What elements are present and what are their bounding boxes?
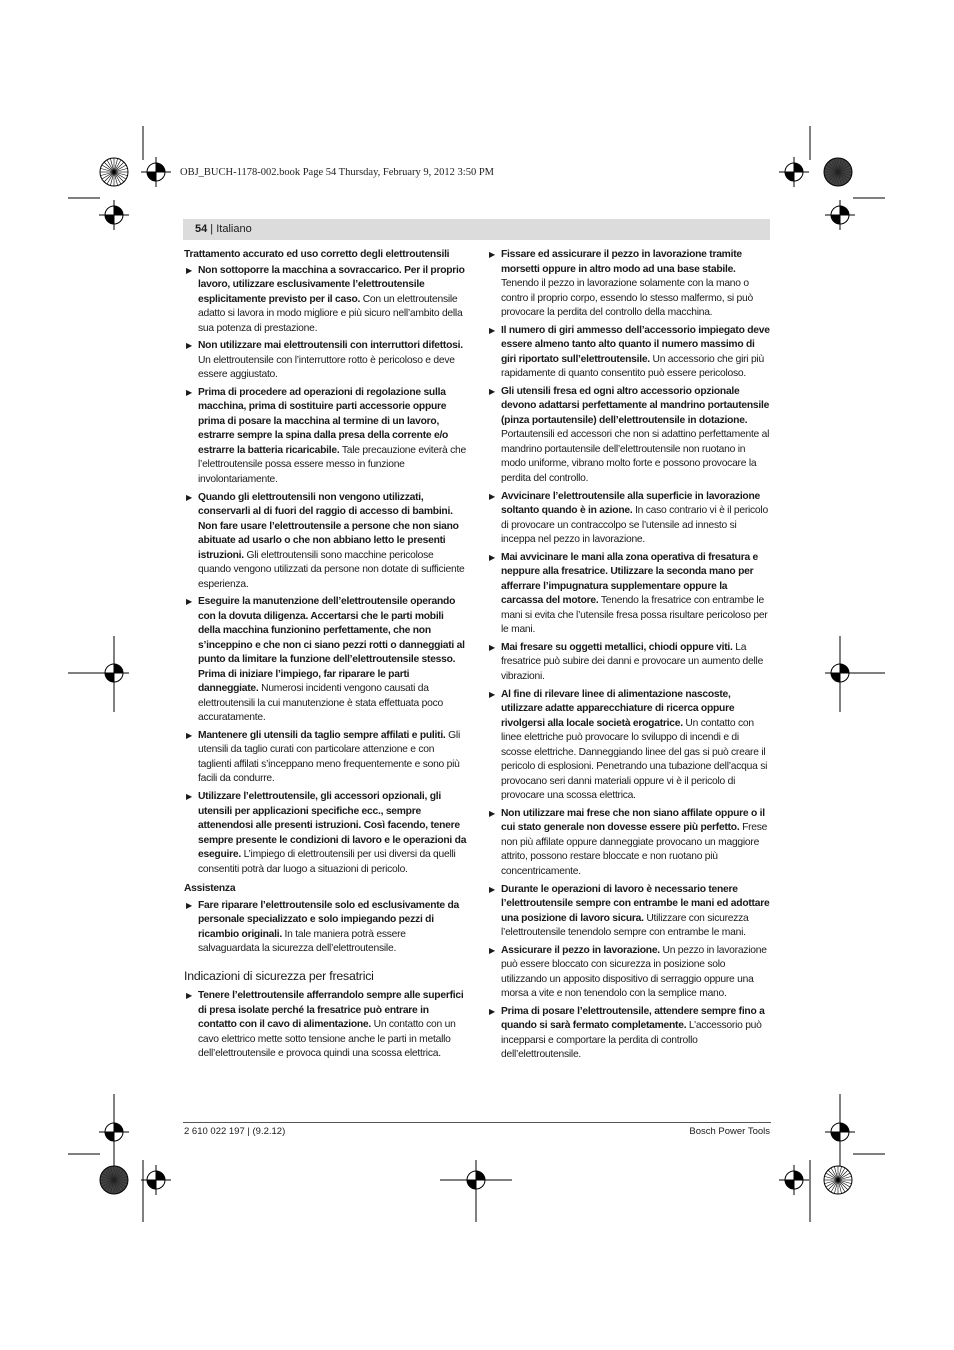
bullet-arrow-icon: ▶ [186,730,192,740]
item-body-text: Tale precauzione eviterà che l’elettroutensile possa essere messo in funzione involontariamente. [198,444,466,485]
item-bold-text: Eseguire la manutenzione dell’elettroutensile operando con la dovuta diligenza. Accertarsi che le parti mobili della macchina funzionino perfettamente, che non s’inceppino e che non ci siano pezzi rotti o danneggiati al punto da limitare la funzione dell’elettroutensile stesso. Prima di iniziare l’impiego, far riparare le parti danneggiate. [198,596,465,695]
list-item [184,491,467,593]
list-item [184,989,467,1062]
item-bold-text: Prima di posare l’elettroutensile, attendere sempre fino a quando si sarà fermato completamente. [501,1005,765,1032]
list-item [184,595,467,726]
item-body-text: Un contatto con linee elettriche può provocare lo sviluppo di incendi e di scosse elettriche. Danneggiando linee del gas si può creare il pericolo di esplosioni. Penetrando una tubazione dell’acqua si provocano seri danni materiali oppure vi è il pericolo di provocare una scossa elettrica. [501,717,768,802]
item-bold-text: Mai fresare su oggetti metallici, chiodi oppure viti. [501,641,733,653]
item-body-text: Tenendo la fresatrice con entrambe le mani si evita che l’utensile fresa possa risultare pericoloso per le mani. [501,595,768,636]
item-body-text: In caso contrario vi è il pericolo di provocare un contraccolpo se l’utensile ad innesto si inceppa nel pezzo in lavorazione. [501,505,768,546]
list-item [487,641,770,685]
bullet-arrow-icon: ▶ [186,265,192,275]
bullet-arrow-icon: ▶ [489,325,495,335]
header-language: Italiano [216,223,252,235]
list-item [184,264,467,337]
item-body-text: L’accessorio può incepparsi e comportare la perdita di controllo dell’elettroutensile. [501,1020,762,1061]
bullet-arrow-icon: ▶ [186,341,192,351]
item-bold-text: Prima di procedere ad operazioni di regolazione sulla macchina, prima di sostituire parti accessorie oppure prima di posare la macchina al termine di un lavoro, estrarre sempre la spina dalla presa della corrente e/o estrarre la batteria ricaricabile. [198,386,449,456]
care-list [184,264,467,878]
list-item [487,1005,770,1063]
bullet-arrow-icon: ▶ [186,492,192,502]
item-body-text: Con un elettroutensile adatto si lavora in modo migliore e più sicuro nell’ambito della sua potenza di prestazione. [198,293,463,334]
item-bold-text: Mai avvicinare le mani alla zona operativa di fresatura e neppure alla fresatrice. Utilizzare la seconda mano per afferrare l’impugnatura supplementare oppure la carcassa del motore. [501,551,759,607]
bullet-arrow-icon: ▶ [489,884,495,894]
page-number: 54 [195,223,208,235]
item-bold-text: Mantenere gli utensili da taglio sempre affilati e puliti. [198,729,446,741]
item-body-text: Frese non più affilate oppure danneggiate provocano un maggiore attrito, possono restare bloccate e non ruotano più concentricamente. [501,822,768,877]
item-body-text: Tenendo il pezzo in lavorazione solamente con la mano o contro il proprio corpo, essendo lo stesso malfermo, si può provocare la perdita del controllo della macchina. [501,278,753,318]
item-bold-text: Non sottoporre la macchina a sovraccarico. Per il proprio lavoro, utilizzare esclusivamente l’elettroutensile esplicitamente previsto per il caso. [198,264,465,305]
item-body-text: Utilizzare con sicurezza l’elettroutensile tenendolo sempre con entrambe le mani. [501,912,749,938]
item-body-text: Un contatto con un cavo elettrico mette sotto tensione anche le parti in metallo dell’elettroutensile e provoca quindi una scossa elettrica. [198,1019,456,1060]
item-bold-text: Quando gli elettroutensili non vengono utilizzati, conservarli al di fuori del raggio di accesso di bambini. Non fare usare l’elettroutensile a persone che non siano abituate ad usarlo o che non abbiano letto le presenti istruzioni. [198,491,459,561]
router-safety-list-left [184,989,467,1062]
footer-brand: Bosch Power Tools [689,1126,770,1137]
item-bold-text: Durante le operazioni di lavoro è necessario tenere l’elettroutensile sempre con entrambe le mani ed adottare una posizione di lavoro sicura. [501,883,770,924]
item-bold-text: Il numero di giri ammesso dell’accessorio impiegato deve essere almeno tanto alto quanto il numero massimo di giri riportato sull’elettroutensile. [501,324,770,365]
list-item [487,324,770,382]
assistance-list [184,899,467,957]
item-bold-text: Fissare ed assicurare il pezzo in lavorazione tramite morsetti oppure in altro modo ad una base stabile. [501,249,742,275]
list-item [487,490,770,548]
item-bold-text: Gli utensili fresa ed ogni altro accessorio opzionale devono adattarsi perfettamente al mandrino portautensile (pinza portautensile) dell’elettroutensile in dotazione. [501,385,770,426]
item-body-text: L’impiego di elettroutensili per usi diversi da quelli consentiti potrà dar luogo a situazioni di pericolo. [198,849,456,875]
list-item [184,729,467,787]
bullet-arrow-icon: ▶ [489,689,495,699]
bullet-arrow-icon: ▶ [186,597,192,607]
item-body-text: Numerosi incidenti vengono causati da elettroutensili la cui manutenzione è stata effettuata poco accuratamente. [198,683,443,724]
section-heading-care: Trattamento accurato ed uso corretto degli elettroutensili [184,249,450,260]
left-column [184,248,467,1065]
list-item [487,883,770,941]
bullet-arrow-icon: ▶ [489,1006,495,1016]
item-body-text: Gli utensili da taglio curati con particolare attenzione e con taglienti affilati s’inceppano meno frequentemente e sono più facili da condurre. [198,729,461,785]
item-body-text: Gli elettroutensili sono macchine pericolose quando vengono utilizzati da persone non dotate di sufficiente esperienza. [198,549,465,590]
bullet-arrow-icon: ▶ [489,642,495,652]
item-body-text: La fresatrice può subire dei danni e provocare un aumento delle vibrazioni. [501,641,764,682]
list-item [487,944,770,1002]
item-body-text: Portautensili ed accessori che non si adattino perfettamente al mandrino portautensile dell’elettroutensile non ruotano in modo uniforme, vibrano molto forte e possono provocare la perdita del controllo. [501,429,770,484]
bullet-arrow-icon: ▶ [186,792,192,802]
item-body-text: Un elettroutensile con l’interruttore rotto è pericoloso e deve essere aggiustato. [198,354,455,381]
list-item [487,248,770,321]
item-body-text: Un pezzo in lavorazione può essere bloccato con sicurezza in posizione solo utilizzando un apposito dispositivo di serraggio oppure una morsa a vite e non tenendolo con la semplice mano. [501,944,767,1000]
list-item [487,688,770,804]
section-title-router-safety: Indicazioni di sicurezza per fresatrici [184,968,374,983]
item-bold-text: Al fine di rilevare linee di alimentazione nascoste, utilizzare adatte apparecchiature di ricerca oppure rivolgersi alla locale società erogatrice. [501,688,735,729]
item-body-text: In tale maniera potrà essere salvaguardata la sicurezza dell’elettroutensile. [198,928,406,955]
header-separator: | [207,223,217,235]
right-column [487,248,770,1066]
bullet-arrow-icon: ▶ [186,387,192,397]
section-heading-assistance: Assistenza [184,883,236,895]
bullet-arrow-icon: ▶ [489,250,495,259]
list-item [487,551,770,638]
list-item [487,807,770,880]
item-body-text: Un accessorio che giri più rapidamente di quanto consentito può essere pericoloso. [501,353,764,380]
print-info-line: OBJ_BUCH-1178-002.book Page 54 Thursday, February 9, 2012 3:50 PM [180,167,495,178]
item-bold-text: Utilizzare l’elettroutensile, gli accessori opzionali, gli utensili per applicazioni specifiche ecc., sempre attenendosi alle presenti istruzioni. Così facendo, tenere sempre presente le condizioni di lavoro e le operazioni da eseguire. [198,791,467,861]
bullet-arrow-icon: ▶ [186,991,192,1001]
bullet-arrow-icon: ▶ [489,808,495,818]
item-bold-text: Non utilizzare mai elettroutensili con interruttori difettosi. [198,340,463,352]
item-bold-text: Avvicinare l’elettroutensile alla superficie in lavorazione soltanto quando è in azione. [501,490,760,517]
bullet-arrow-icon: ▶ [489,386,495,396]
list-item [184,790,467,877]
bullet-arrow-icon: ▶ [489,552,495,562]
item-bold-text: Assicurare il pezzo in lavorazione. [501,944,660,956]
page-header [183,219,770,240]
item-bold-text: Fare riparare l’elettroutensile solo ed esclusivamente da personale specializzato e solo impiegando pezzi di ricambio originali. [198,899,460,940]
bullet-arrow-icon: ▶ [489,491,495,501]
list-item [184,386,467,488]
item-bold-text: Non utilizzare mai frese che non siano affilate oppure o il cui stato generale non dovesse essere più perfetto. [501,807,765,834]
item-bold-text: Tenere l’elettroutensile afferrandolo sempre alle superfici di presa isolate perché la fresatrice può entrare in contatto con il cavo di alimentazione. [198,990,464,1031]
list-item [184,899,467,957]
list-item [184,339,467,383]
bullet-arrow-icon: ▶ [186,900,192,910]
list-item [487,385,770,487]
router-safety-list-right [487,248,770,1063]
footer-rule [183,1122,771,1123]
bullet-arrow-icon: ▶ [489,945,495,955]
footer-doc-number: 2 610 022 197 | (9.2.12) [184,1126,286,1137]
